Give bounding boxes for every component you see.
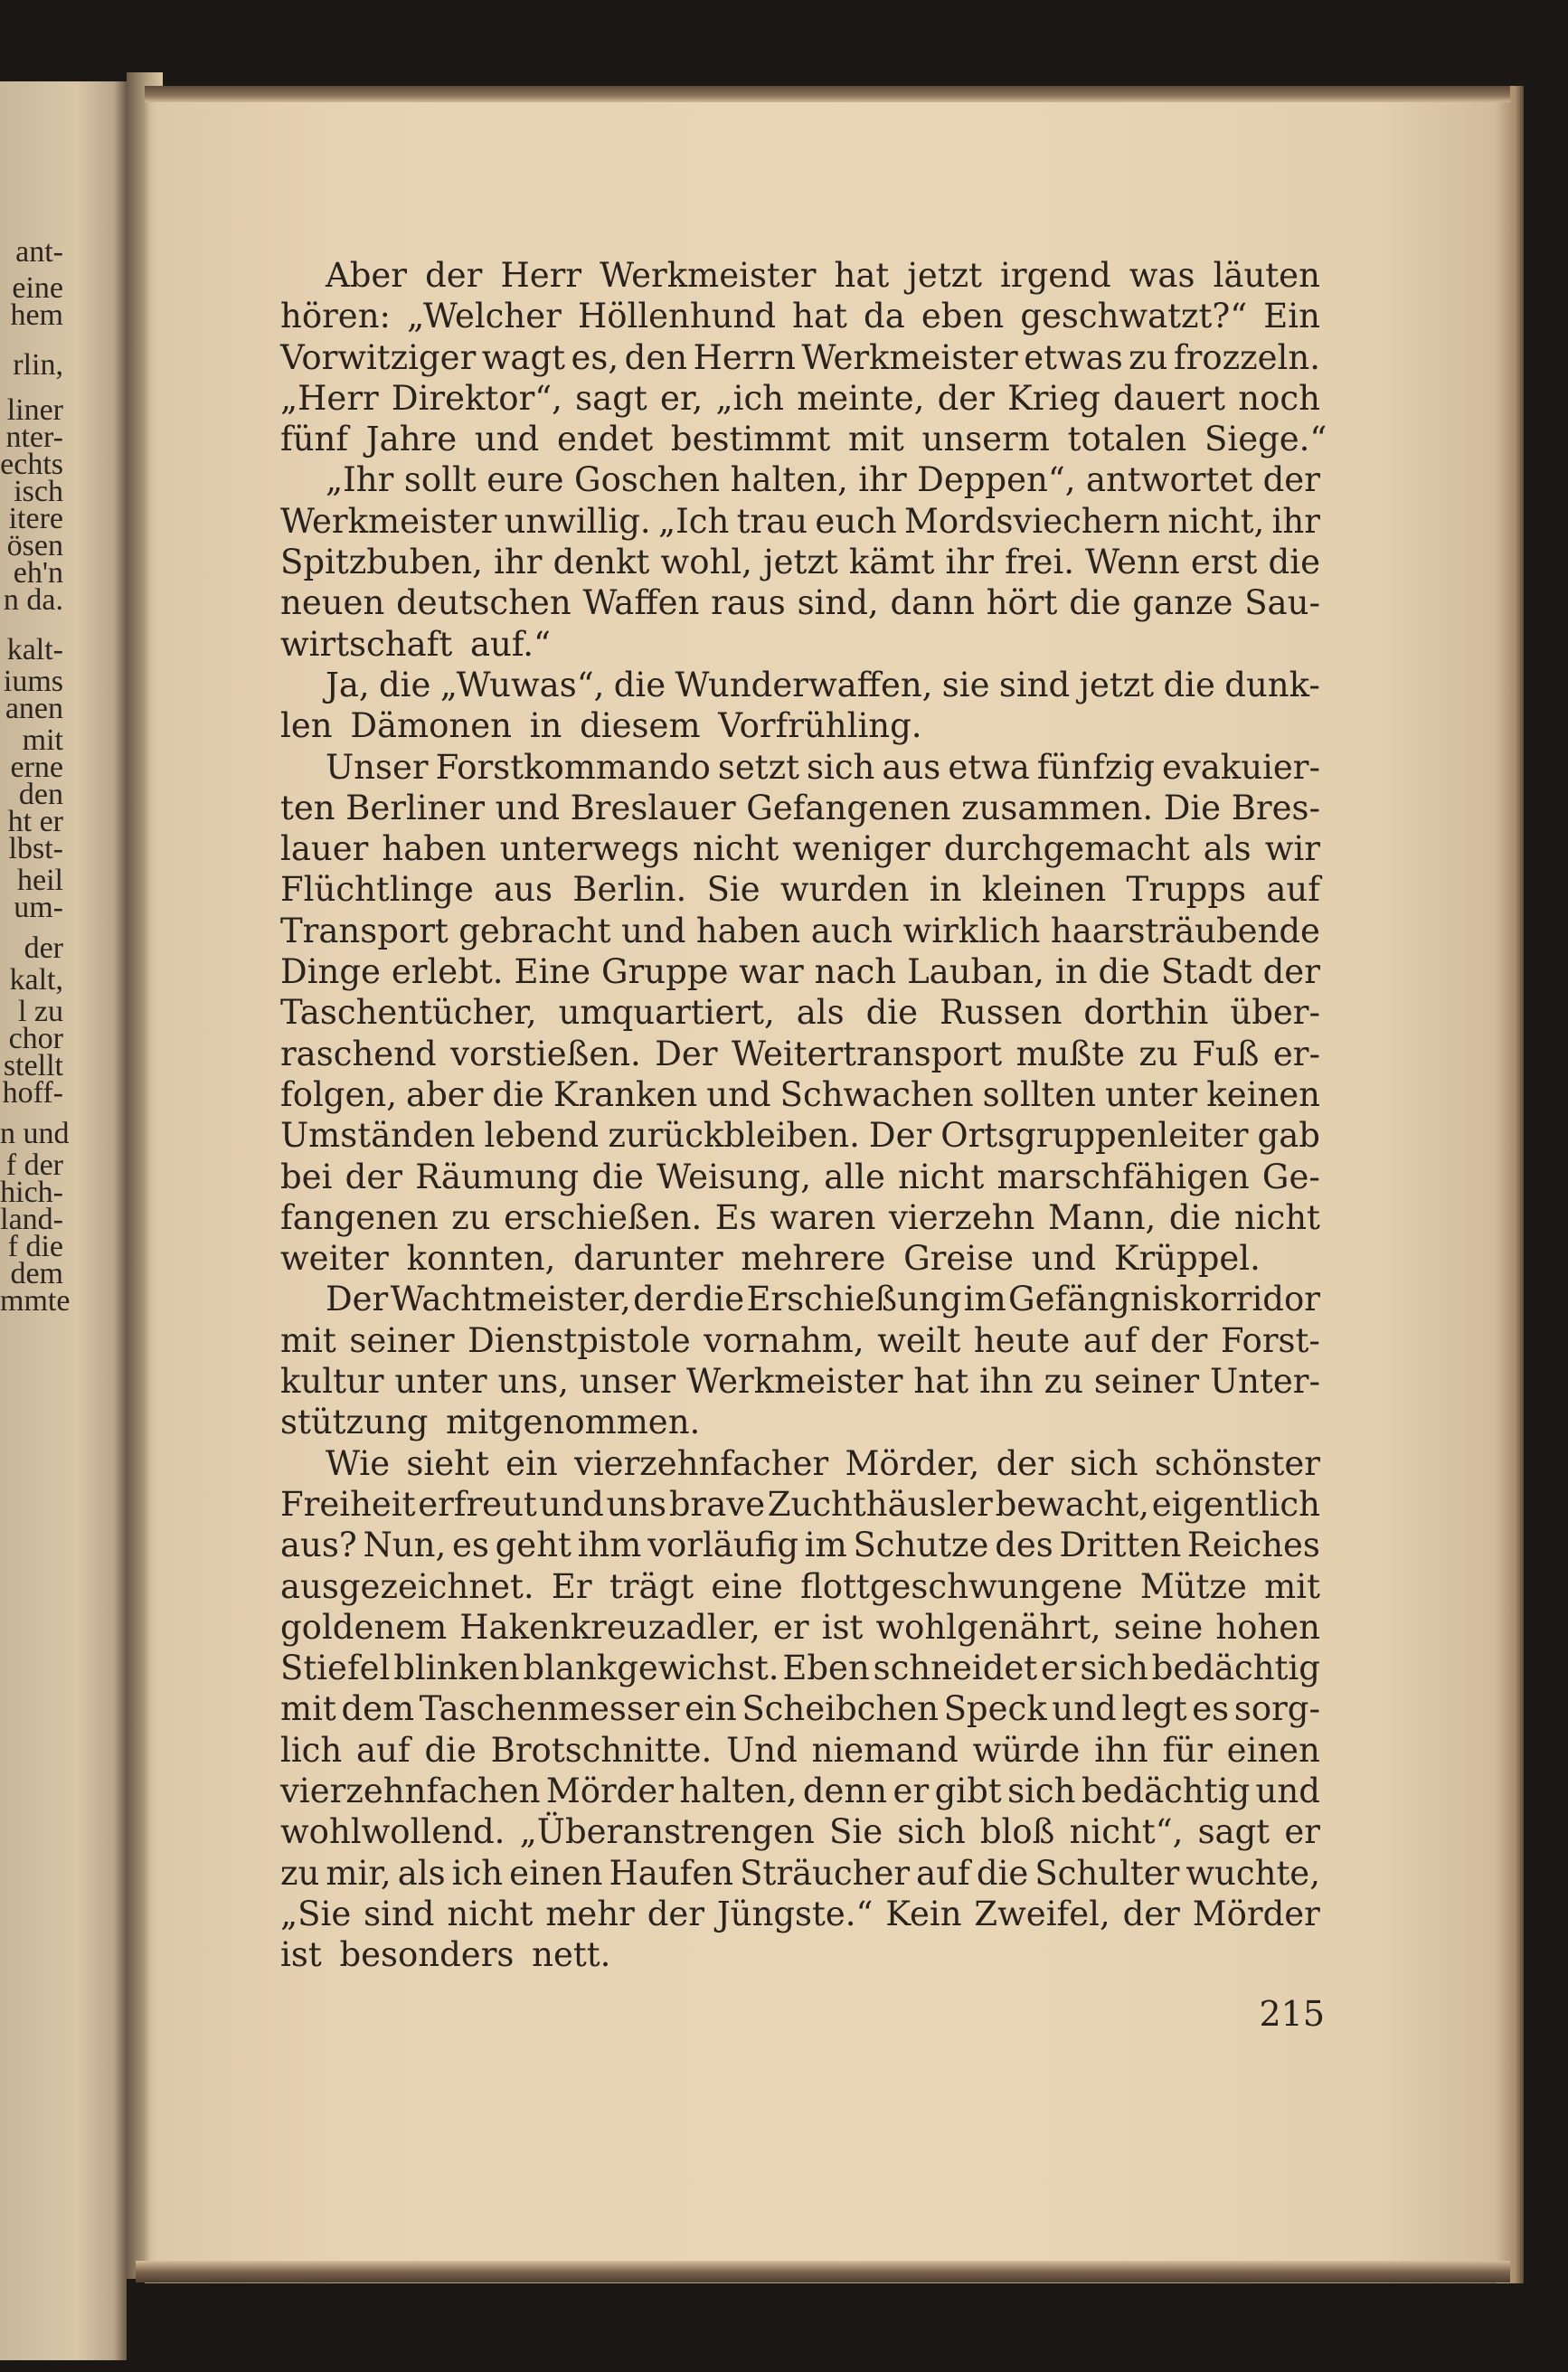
text-line: wirtschaft auf.“ [280, 624, 551, 664]
left-page-fragment: liner [6, 393, 63, 427]
text-line: Vorwitziger wagt es, den Herrn Werkmeister etwas zu frozzeln. [280, 337, 1320, 377]
text-line: ist besonders nett. [280, 1935, 611, 1975]
left-page-fragment: l zu [17, 995, 63, 1028]
text-line: zu mir, als ich einen Haufen Sträucher auf die Schulter wuchte, [280, 1853, 1320, 1893]
left-page-fragment: nter- [5, 421, 63, 454]
left-page-fragment: kalt- [6, 633, 63, 666]
text-line: mit seiner Dienstpistole vornahm, weilt heute auf der Forst- [280, 1320, 1320, 1360]
text-line: ten Berliner und Breslauer Gefangenen zusammen. Die Bres- [280, 788, 1320, 827]
text-line: Flüchtlinge aus Berlin. Sie wurden in kleinen Trupps auf [280, 870, 1320, 910]
left-page-fragment: hoff- [2, 1076, 63, 1110]
left-page-fragment: eine [12, 271, 63, 305]
text-line: „Sie sind nicht mehr der Jüngste.“ Kein Zweifel, der Mörder [280, 1894, 1320, 1933]
left-page-fragment: ant- [15, 235, 63, 269]
page-number: 215 [1259, 1994, 1325, 2034]
text-line: Unser Forstkommando setzt sich aus etwa fünfzig evakuier- [326, 747, 1320, 787]
text-line: stützung mitgenommen. [280, 1403, 701, 1442]
left-page-fragment: iums [3, 665, 63, 698]
left-page-fragment: chor [8, 1022, 63, 1055]
left-page-fragment: mmte [0, 1284, 71, 1318]
left-page-fragment: isch [14, 475, 63, 508]
text-line: vierzehnfachen Mörder halten, denn er gibt sich bedächtig und [280, 1771, 1320, 1810]
text-line: lich auf die Brotschnitte. Und niemand würde ihn für einen [280, 1730, 1320, 1770]
left-page-fragment: hem [10, 298, 63, 332]
left-page-fragment: den [18, 778, 63, 811]
left-page-fragment: n da. [3, 583, 63, 617]
text-line: len Dämonen in diesem Vorfrühling. [280, 706, 922, 746]
left-page-fragment: echts [0, 448, 63, 481]
text-line: Der Wachtmeister, der die Erschießung im Gefängniskorridor [326, 1280, 1320, 1319]
text-line: „Herr Direktor“, sagt er, „ich meinte, der Krieg dauert noch [280, 378, 1320, 418]
left-page-fragment: land- [0, 1203, 63, 1236]
left-page-fragment: ösen [6, 529, 63, 562]
text-line: Spitzbuben, ihr denkt wohl, jetzt kämt ihr frei. Wenn erst die [280, 543, 1320, 582]
text-line: aus? Nun, es geht ihm vorläufig im Schutze des Dritten Reiches [280, 1526, 1320, 1565]
text-line: Stiefel blinken blankgewichst. Eben schneidet er sich bedächtig [280, 1649, 1320, 1688]
text-line: Dinge erlebt. Eine Gruppe war nach Lauban, in die Stadt der [280, 952, 1320, 992]
text-line: neuen deutschen Waffen raus sind, dann hört die ganze Sau- [280, 583, 1320, 623]
text-line: bei der Räumung die Weisung, alle nicht marschfähigen Ge- [280, 1157, 1320, 1196]
left-page-edge [0, 81, 127, 2360]
left-page-fragment: lbst- [8, 832, 63, 865]
text-line: hören: „Welcher Höllenhund hat da eben geschwatzt?“ Ein [280, 297, 1320, 336]
left-page-fragment: hich- [0, 1176, 63, 1209]
left-page-fragment: der [24, 931, 63, 965]
text-line: lauer haben unterwegs nicht weniger durchgemacht als wir [280, 829, 1320, 869]
left-page-fragment: anen [5, 692, 63, 725]
left-page-fragment: kalt, [9, 963, 63, 997]
text-line: ausgezeichnet. Er trägt eine flottgeschwungene Mütze mit [280, 1566, 1320, 1606]
left-page-fragment: erne [10, 751, 63, 784]
text-line: wohlwollend. „Überanstrengen Sie sich bloß nicht“, sagt er [280, 1812, 1320, 1852]
text-line: Aber der Herr Werkmeister hat jetzt irgend was läuten [326, 256, 1320, 295]
left-page-fragment: um- [14, 891, 63, 924]
text-line: mit dem Taschenmesser ein Scheibchen Speck und legt es sorg- [280, 1689, 1320, 1729]
text-line: Ja, die „Wuwas“, die Wunderwaffen, sie sind jetzt die dunk- [326, 665, 1320, 704]
text-line: goldenem Hakenkreuzadler, er ist wohlgenährt, seine hohen [280, 1607, 1320, 1647]
left-page-fragment: stellt [3, 1049, 63, 1082]
text-line: Werkmeister unwillig. „Ich trau euch Mordsviechern nicht, ihr [280, 501, 1320, 541]
text-line: fangenen zu erschießen. Es waren vierzehn Mann, die nicht [280, 1197, 1320, 1237]
left-page-fragment: eh'n [13, 556, 63, 590]
left-page-fragment: ht er [7, 805, 63, 838]
text-line: „Ihr sollt eure Goschen halten, ihr Deppen“, antwortet der [326, 460, 1320, 500]
text-line: raschend vorstießen. Der Weitertransport mußte zu Fuß er- [280, 1034, 1320, 1073]
text-line: fünf Jahre und endet bestimmt mit unserm totalen Siege.“ [280, 420, 1327, 459]
left-page-fragment: f die [7, 1230, 63, 1263]
body-text [280, 255, 1327, 1975]
left-page-fragment: n und [0, 1117, 70, 1150]
left-page-fragment: dem [10, 1257, 63, 1290]
page-top-edge [145, 86, 1510, 102]
left-page-fragment: itere [8, 502, 63, 535]
page-edge-right [1497, 86, 1524, 2283]
left-page-fragment: f der [5, 1148, 63, 1182]
text-line: Freiheit erfreut und uns brave Zuchthäusler bewacht, eigentlich [280, 1484, 1320, 1524]
text-line: folgen, aber die Kranken und Schwachen sollten unter keinen [280, 1074, 1320, 1114]
text-line: Wie sieht ein vierzehnfacher Mörder, der sich schönster [326, 1443, 1320, 1483]
text-line: Taschentücher, umquartiert, als die Russen dorthin über- [280, 993, 1320, 1033]
text-line: weiter konnten, darunter mehrere Greise und Krüppel. [280, 1239, 1261, 1279]
text-line: Umständen lebend zurückbleiben. Der Ortsgruppenleiter gab [280, 1116, 1320, 1156]
left-page-fragment: rlin, [13, 348, 63, 382]
text-line: Transport gebracht und haben auch wirklich haarsträubende [280, 911, 1320, 950]
left-page-fragment: heil [17, 864, 63, 897]
page-bottom-edge [136, 2261, 1510, 2282]
left-page-fragment: mit [22, 723, 63, 757]
text-line: kultur unter uns, unser Werkmeister hat ihn zu seiner Unter- [280, 1362, 1320, 1402]
